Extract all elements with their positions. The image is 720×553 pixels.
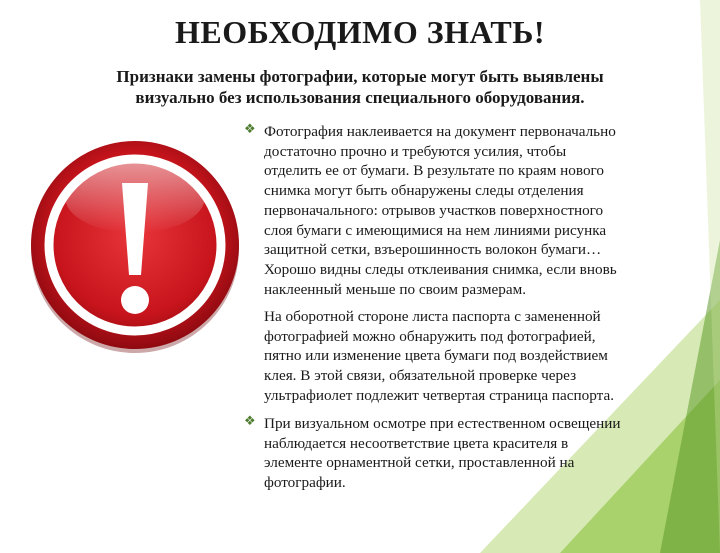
text-line: фотографией можно обнаружить под фотографией, (264, 327, 596, 345)
bullet-diamond-icon: ❖ (244, 414, 256, 429)
text-line: наблюдается несоответствие цвета красителя в (264, 434, 569, 452)
text-line: слоя бумаги с имеющимися на нем линиями рисунка (264, 221, 607, 239)
bullet-text (264, 414, 692, 493)
subtitle-line: Признаки замены фотографии, которые могут быть выявлены (116, 67, 604, 86)
text-line: Фотография наклеивается на документ первоначально (264, 123, 616, 140)
subtitle-line: визуально без использования специального оборудования. (135, 88, 585, 107)
bullet-text (264, 122, 692, 299)
text-line: фотографии. (264, 474, 346, 492)
text-line: пятно или изменение цвета бумаги под воздействием (264, 347, 608, 365)
text-line: отделить ее от бумаги. В результате по краям нового (264, 162, 604, 180)
exclamation-dot (121, 286, 149, 314)
text-line: элементе орнаментной сетки, проставленной на (264, 454, 575, 472)
slide-title: НЕОБХОДИМО ЗНАТЬ! (175, 14, 545, 50)
text-line: На оборотной стороне листа паспорта с замененной (264, 308, 601, 325)
text-line: защитной сетки, взъерошинность волокон бумаги… (264, 241, 602, 259)
text-line: достаточно прочно и требуются усилия, чтобы (264, 142, 567, 160)
bullet-text (264, 307, 692, 406)
text-line: При визуальном осмотре при естественном освещении (264, 415, 621, 432)
exclamation-warning-icon (25, 135, 245, 355)
text-line: клея. В этой связи, обязательной проверке через (264, 367, 577, 385)
text-line: снимка могут быть обнаружены следы отделения (264, 182, 584, 200)
text-line: Хорошо видны следы отклеивания снимка, если вновь (264, 260, 617, 278)
text-line: наклеенный меньше по своим размерам. (264, 280, 526, 298)
text-line: первоначального: отрывов участков поверхностного (264, 201, 604, 219)
slide-subtitle (60, 66, 660, 108)
text-line: ультрафиолет подлежит четвертая страница паспорта. (264, 386, 614, 404)
bullet-diamond-icon: ❖ (244, 122, 256, 137)
